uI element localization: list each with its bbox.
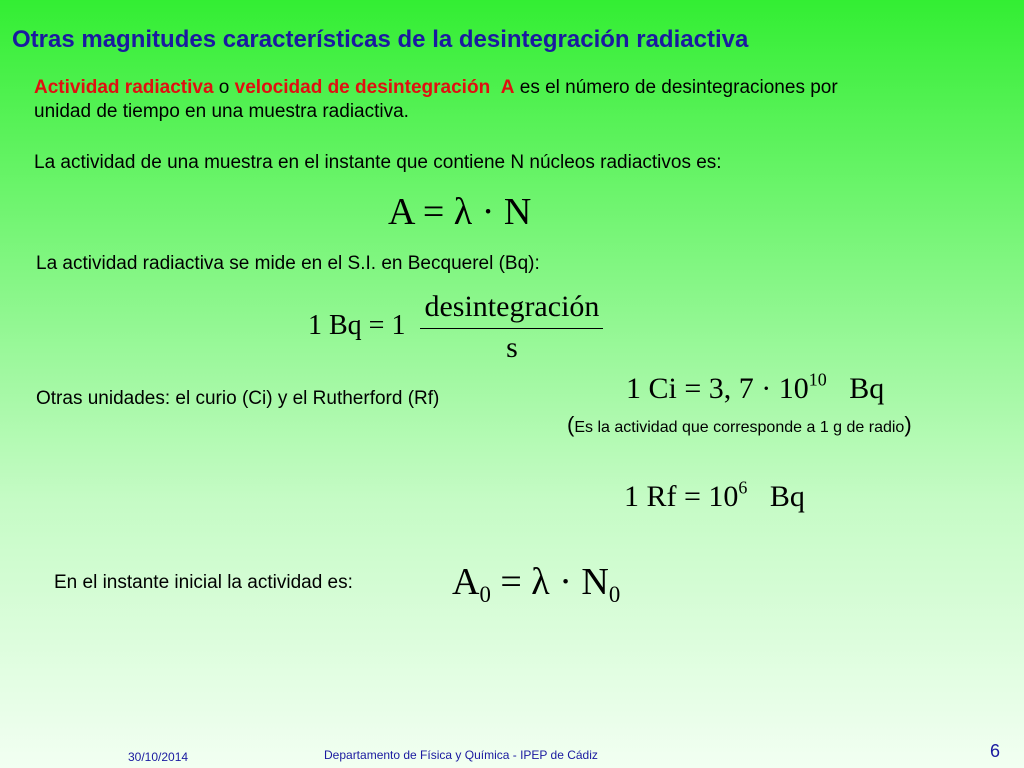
symbol-a: A [500, 77, 515, 98]
note-text: Es la actividad que corresponde a 1 g de radio [574, 419, 905, 436]
eq-op: = [413, 191, 454, 233]
eq0-a: A [452, 561, 480, 603]
ci-unit: Bq [849, 372, 885, 405]
activity-text: La actividad de una muestra en el instante que contiene N núcleos radiactivos es: [34, 152, 722, 173]
initial-text: En el instante inicial la actividad es: [54, 572, 353, 593]
eq0-n: N [581, 561, 609, 603]
rf-exponent: 6 [738, 477, 748, 498]
curie-equation [626, 369, 885, 406]
term-velocidad: velocidad de desintegración [234, 77, 491, 98]
ci-exponent: 10 [808, 369, 827, 390]
rf-lhs: 1 Rf = 10 [624, 480, 739, 513]
eq0-op: = [490, 561, 532, 603]
becquerel-equation [308, 290, 603, 365]
eq-rhs: N [503, 191, 532, 233]
rutherford-equation [624, 477, 805, 514]
bq-fraction [420, 290, 603, 365]
definition-rest: es el número de desintegraciones por unidad de tiempo en una muestra radiactiva. [34, 77, 838, 122]
eq0-dot: · [549, 561, 582, 603]
term-actividad: Actividad radiactiva [34, 77, 214, 98]
bq-numerator: desintegración [420, 290, 603, 329]
page-number: 6 [990, 741, 1001, 761]
activity-equation [388, 190, 531, 234]
curie-note [567, 412, 912, 438]
eq0-n-sub: 0 [608, 581, 621, 607]
eq-lhs: A [388, 191, 414, 233]
initial-activity-equation [452, 560, 621, 607]
bq-denominator: s [506, 331, 518, 364]
bq-lhs: 1 Bq = 1 [308, 309, 406, 341]
other-units-text: Otras unidades: el curio (Ci) y el Rutherford (Rf) [36, 388, 440, 409]
definition-paragraph [34, 76, 854, 124]
eq0-lambda: λ [531, 561, 550, 603]
si-text: La actividad radiactiva se mide en el S.I. en Becquerel (Bq): [36, 253, 540, 274]
eq0-a-sub: 0 [479, 581, 491, 607]
note-open-paren: ( [567, 412, 575, 437]
footer-date: 30/10/2014 [128, 750, 189, 764]
note-close-paren: ) [904, 412, 912, 437]
conjunction: o [213, 77, 235, 98]
footer-department: Departamento de Física y Química - IPEP de Cádiz [324, 748, 598, 762]
slide-title: Otras magnitudes características de la desintegración radiactiva [12, 26, 749, 53]
eq-dot: · [472, 191, 504, 233]
rf-unit: Bq [769, 480, 805, 513]
ci-lhs: 1 Ci = 3, 7 · 10 [626, 372, 809, 405]
eq-lambda: λ [453, 191, 473, 233]
